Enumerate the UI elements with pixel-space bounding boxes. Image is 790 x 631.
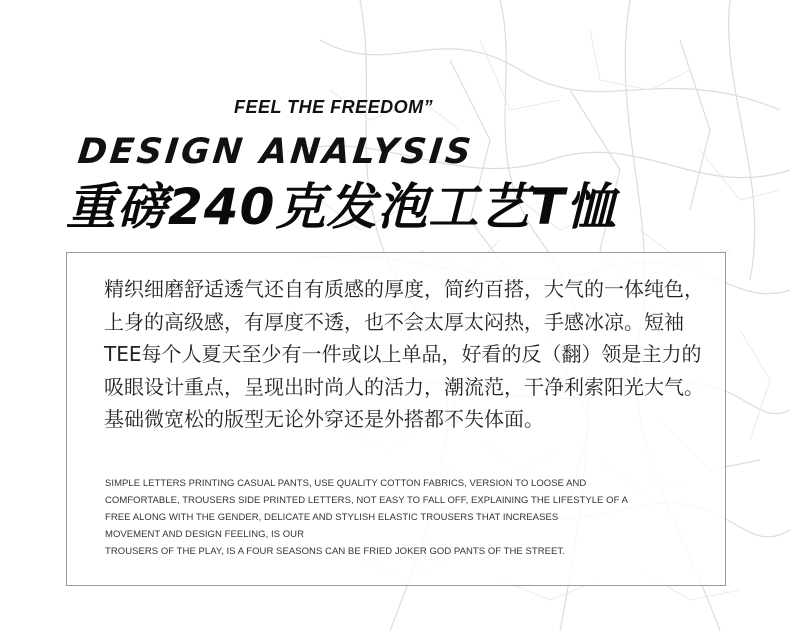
tagline: FEEL THE FREEDOM” [234,97,434,117]
description-box [66,252,726,586]
chinese-description: 精织细磨舒适透气还自有质感的厚度，简约百搭，大气的一体纯色，上身的高级感，有厚度不透，也不会太厚太闷热，手感冰凉。短袖TEE每个人夏天至少有一件或以上单品，好看的反（翻）领是主力的吸眼设计重点，呈现出时尚人的活力，潮流范，干净利索阳光大气。基础微宽松的版型无论外穿还是外搭都不失体面。 [104,277,704,431]
english-line: FREE ALONG WITH THE GENDER, DELICATE AND STYLISH ELASTIC TROUSERS THAT INCREASES [105,512,559,523]
design-analysis-heading: DESIGN ANALYSIS [75,132,476,172]
header [0,0,790,250]
english-line: COMFORTABLE, TROUSERS SIDE PRINTED LETTERS, NOT EASY TO FALL OFF, EXPLAINING THE LIFESTYLE OF A [105,495,628,506]
product-title: 重磅240克发泡工艺T恤 [66,178,617,236]
english-line: SIMPLE LETTERS PRINTING CASUAL PANTS, USE QUALITY COTTON FABRICS, VERSION TO LOOSE AND [105,478,587,489]
english-line: TROUSERS OF THE PLAY, IS A FOUR SEASONS CAN BE FRIED JOKER GOD PANTS OF THE STREET. [105,546,565,557]
english-description [105,475,705,560]
english-line: MOVEMENT AND DESIGN FEELING, IS OUR [105,529,304,540]
